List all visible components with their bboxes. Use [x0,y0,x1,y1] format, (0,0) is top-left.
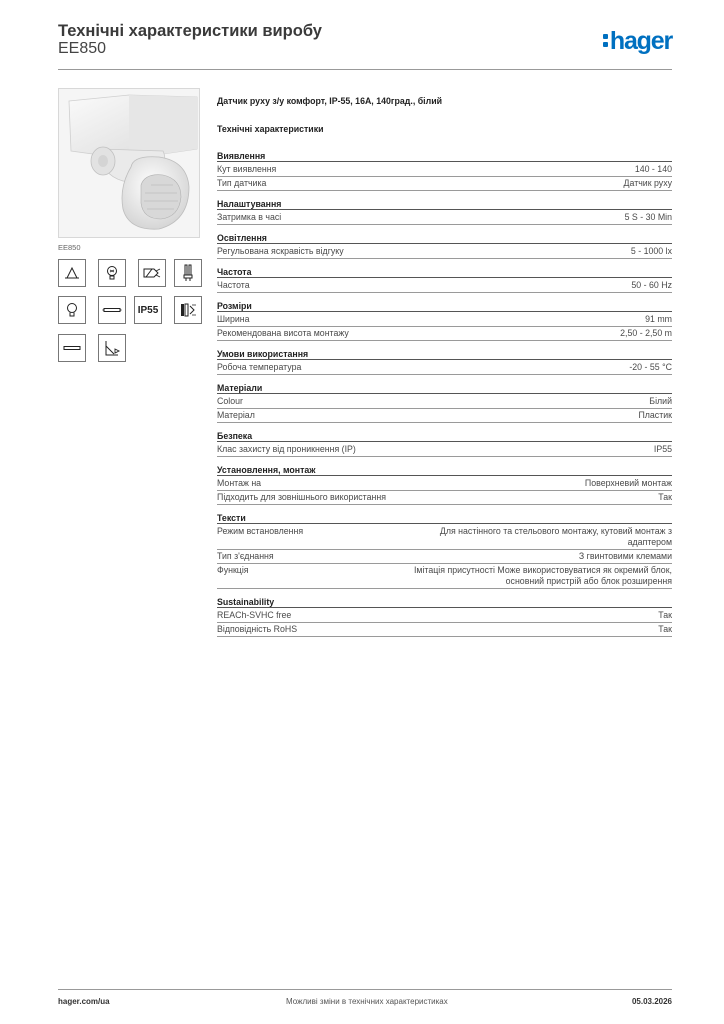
spec-table [217,95,672,645]
footer-divider [58,989,672,990]
spec-value: 5 S - 30 Min [624,212,672,222]
spec-row [217,609,672,623]
footer-note: Можливі зміни в технічних характеристиках [286,997,448,1006]
spec-row [217,313,672,327]
spec-value: Імітація присутності Може використовуватися як окремий блок, основний пристрій або блок розширення [413,565,672,586]
spec-section [217,465,672,505]
spec-label: Затримка в часі [217,212,282,222]
tech-section-title: Технічні характеристики [217,124,324,134]
spec-section [217,597,672,637]
spec-value: Так [658,624,672,634]
spec-section [217,301,672,341]
spec-value: 140 - 140 [634,164,672,174]
spec-sections [217,151,672,637]
tube-icon [58,334,86,362]
spec-value: -20 - 55 °C [629,362,672,372]
wall-mount-icon [98,334,126,362]
spec-row [217,525,672,550]
spec-row [217,564,672,589]
logo-dots-icon [603,32,609,48]
spec-label: Кут виявлення [217,164,277,174]
spec-section [217,349,672,375]
ip55-icon [134,296,162,324]
spec-label: Функція [217,565,249,575]
section-title: Матеріали [217,383,672,394]
footer-site-link[interactable]: hager.com/ua [58,997,110,1006]
spec-row [217,361,672,375]
spec-value: З гвинтовими клемами [578,551,672,561]
spec-row [217,163,672,177]
spec-label: Рекомендована висота монтажу [217,328,349,338]
spec-label: Монтаж на [217,478,262,488]
spec-section [217,267,672,293]
sensor-arrow-icon [138,259,166,287]
spec-section [217,513,672,589]
spec-row [217,550,672,564]
spec-row [217,443,672,457]
bulb-icon [58,296,86,324]
spec-row [217,279,672,293]
spec-row [217,623,672,637]
footer-date: 05.03.2026 [631,997,672,1006]
product-code: EE850 [58,40,107,57]
lamp-icon [98,259,126,287]
spec-value: Пластик [638,410,672,420]
spec-value: Для настінного та стельового монтажу, кутовий монтаж з адаптером [439,526,672,547]
tube-lamp-icon [98,296,126,324]
spec-section [217,199,672,225]
spec-label: Тип датчика [217,178,267,188]
page-header [58,22,672,70]
spec-section [217,151,672,191]
spec-label: Підходить для зовнішнього використання [217,492,386,502]
section-title: Виявлення [217,151,672,162]
spec-label: REACh-SVHC free [217,610,292,620]
ip55-label: IP55 [137,304,159,316]
spec-value: Так [658,610,672,620]
spec-label: Клас захисту від проникнення (IP) [217,444,356,454]
fluorescent-lamp-icon [174,259,202,287]
spec-label: Ширина [217,314,250,324]
spec-row [217,177,672,191]
section-title: Налаштування [217,199,672,210]
spec-label: Режим встановлення [217,526,304,536]
spec-row [217,491,672,505]
header-divider [58,69,672,70]
section-title: Sustainability [217,597,672,608]
spec-value: 5 - 1000 lx [630,246,672,256]
section-title: Установлення, монтаж [217,465,672,476]
spec-value: Датчик руху [623,178,672,188]
product-title: Датчик руху з/у комфорт, IP-55, 16A, 140град., білий [217,96,443,106]
spec-row [217,245,672,259]
section-title: Частота [217,267,672,278]
spec-label: Регульована яскравість відгуку [217,246,344,256]
detector-cone-icon [58,259,86,287]
spec-value: Білий [649,396,672,406]
spec-section [217,233,672,259]
product-image [58,88,200,238]
motion-detector-illustration [59,89,200,238]
spec-value: Так [658,492,672,502]
led-icon [174,296,202,324]
spec-row [217,395,672,409]
image-caption: EE850 [58,243,81,252]
spec-value: Поверхневий монтаж [584,478,672,488]
spec-value: 50 - 60 Hz [631,280,672,290]
section-title: Розміри [217,301,672,312]
spec-row [217,409,672,423]
section-title: Умови використання [217,349,672,360]
spec-label: Матеріал [217,410,255,420]
page-title: Технічні характеристики виробу [58,22,322,40]
spec-label: Робоча температура [217,362,302,372]
spec-value: 91 mm [645,314,672,324]
hager-logo[interactable] [603,27,672,56]
logo-text: hager [609,27,672,55]
section-title: Тексти [217,513,672,524]
spec-row [217,477,672,491]
spec-label: Colour [217,396,243,406]
spec-label: Тип з'єднання [217,551,274,561]
spec-value: 2,50 - 2,50 m [620,328,672,338]
section-title: Безпека [217,431,672,442]
spec-section [217,383,672,423]
section-title: Освітлення [217,233,672,244]
spec-label: Частота [217,280,250,290]
spec-value: IP55 [653,444,672,454]
spec-label: Відповідність RoHS [217,624,298,634]
spec-section [217,431,672,457]
spec-row [217,327,672,341]
spec-row [217,211,672,225]
